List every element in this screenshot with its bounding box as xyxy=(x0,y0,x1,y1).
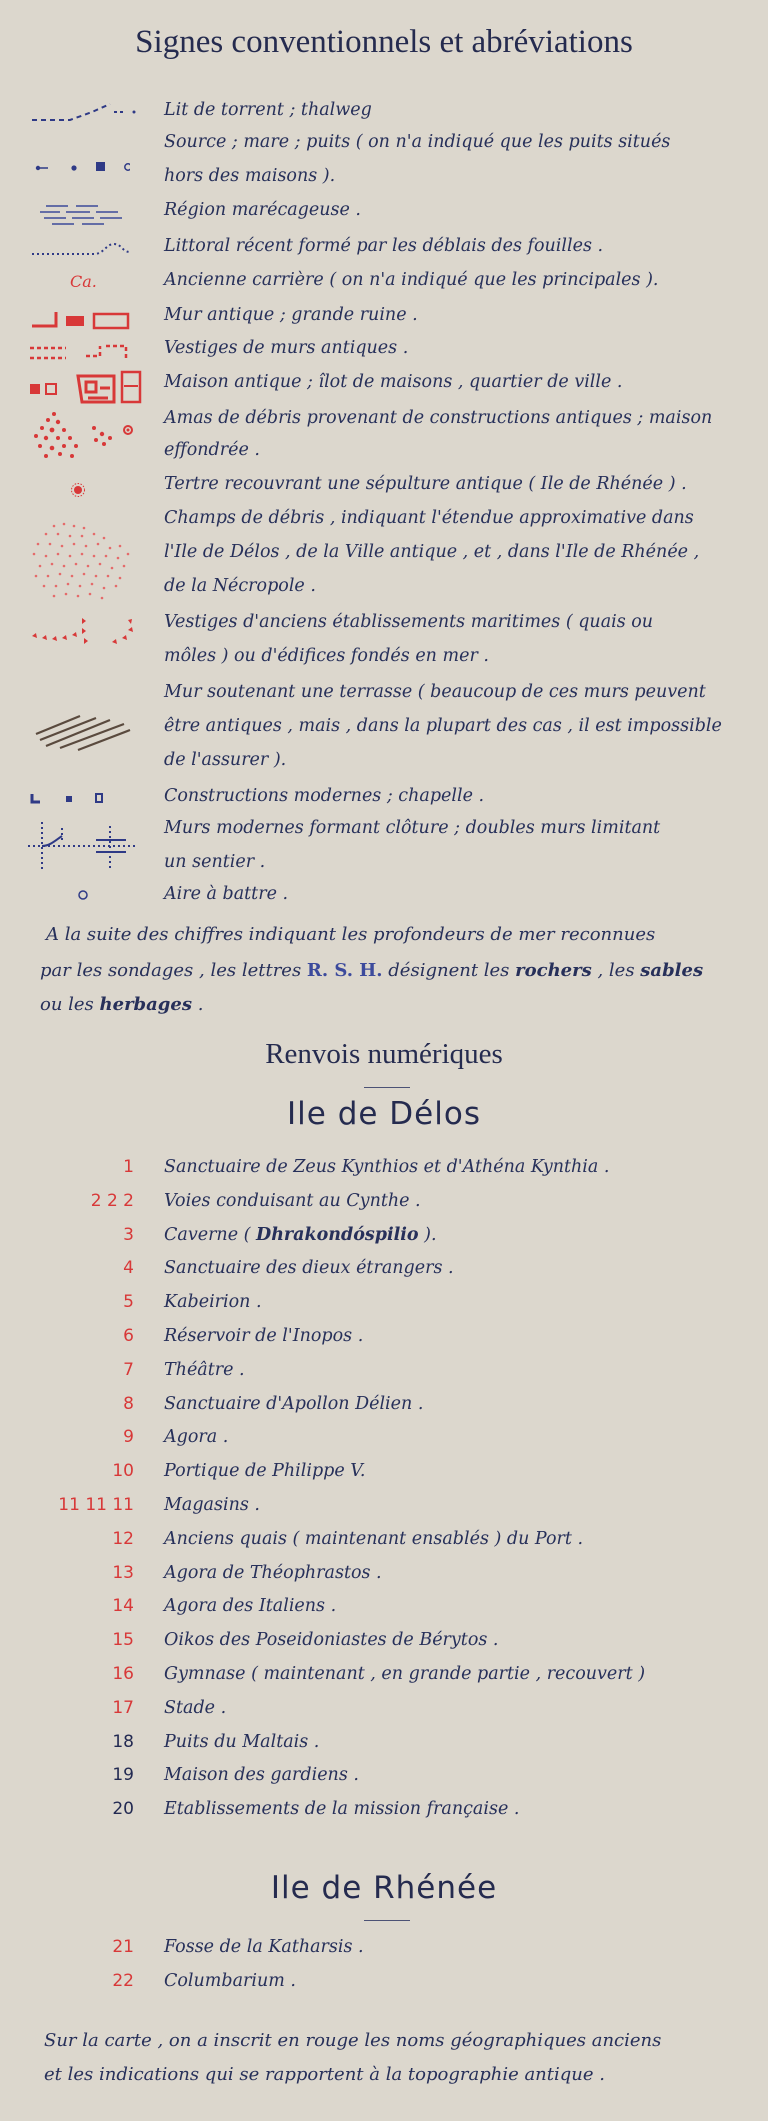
debris-heap-icon xyxy=(24,406,144,462)
reference-label: Gymnase ( maintenant , en grande partie , recouvert ) xyxy=(164,1664,646,1684)
reference-label: Théâtre . xyxy=(164,1359,245,1380)
reference-label: Réservoir de l'Inopos . xyxy=(164,1326,364,1346)
legend-text: Vestiges de murs antiques . xyxy=(164,338,409,358)
modern-building-icon xyxy=(26,788,116,808)
legend-text: môles ) ou d'édifices fondés en mer . xyxy=(164,646,489,666)
modern-wall-icon xyxy=(26,818,146,874)
rhenee-title: Ile de Rhénée xyxy=(270,1870,498,1906)
reference-row xyxy=(0,1799,768,1825)
reference-number: 4 xyxy=(123,1258,134,1279)
reference-number: 19 xyxy=(112,1765,134,1786)
reference-number: 14 xyxy=(112,1596,134,1617)
reference-row xyxy=(0,1258,768,1284)
reference-number: 5 xyxy=(123,1292,134,1313)
footer-line-2: et les indications qui se rapportent à la topographie antique . xyxy=(44,2064,605,2085)
marsh-icon xyxy=(38,202,128,226)
legend-text: Mur soutenant une terrasse ( beaucoup de ces murs peuvent xyxy=(164,682,706,702)
reference-label: Agora . xyxy=(164,1427,229,1448)
footer-line-1: Sur la carte , on a inscrit en rouge les noms géographiques anciens xyxy=(44,2030,662,2051)
legend-text: Maison antique ; îlot de maisons , quartier de ville . xyxy=(164,372,623,392)
legend-text: Amas de débris provenant de constructions antiques ; maison xyxy=(164,408,713,428)
quarry-abbr: Ca. xyxy=(70,272,97,291)
reference-label: Kabeirion . xyxy=(164,1292,262,1313)
reference-row xyxy=(0,1732,768,1758)
reference-label: Fosse de la Katharsis . xyxy=(164,1937,364,1957)
reference-number: 20 xyxy=(112,1799,134,1820)
legend-text: Constructions modernes ; chapelle . xyxy=(164,786,485,806)
reference-label: Oikos des Poseidoniastes de Bérytos . xyxy=(164,1630,499,1651)
legend-text: Région marécageuse . xyxy=(164,200,361,220)
wall-traces-icon xyxy=(26,340,136,366)
reference-label: Magasins . xyxy=(164,1495,260,1515)
reference-number: 2 2 2 xyxy=(90,1190,134,1211)
legend-text: être antiques , mais , dans la plupart des cas , il est impossible xyxy=(164,716,722,736)
reference-number: 10 xyxy=(112,1461,134,1482)
reference-label: Etablissements de la mission française . xyxy=(164,1799,520,1820)
legend-text: Lit de torrent ; thalweg xyxy=(164,100,372,120)
reference-number: 17 xyxy=(112,1697,134,1718)
reference-number: 22 xyxy=(112,1971,134,1991)
reference-label: Maison des gardiens . xyxy=(164,1765,359,1786)
reference-number: 6 xyxy=(123,1326,134,1346)
legend-text: un sentier . xyxy=(164,852,266,872)
reference-row xyxy=(0,1664,768,1690)
legend-text: Aire à battre . xyxy=(164,884,289,904)
reference-label: Portique de Philippe V. xyxy=(164,1461,366,1482)
reference-number: 1 xyxy=(123,1157,134,1177)
section-title: Renvois numériques xyxy=(265,1038,503,1070)
reference-row xyxy=(0,1563,768,1589)
maritime-remains-icon xyxy=(28,612,138,648)
abbr-rsh: R. S. H. xyxy=(306,960,383,981)
reference-label: Voies conduisant au Cynthe . xyxy=(164,1190,421,1211)
reference-row xyxy=(0,1225,768,1251)
reference-row xyxy=(0,1495,768,1521)
reference-row xyxy=(0,1292,768,1318)
reference-label: Anciens quais ( maintenant ensablés ) du Port . xyxy=(164,1528,584,1549)
reference-row xyxy=(0,1157,768,1183)
dotted-coast-icon xyxy=(30,238,140,260)
legend-text: Champs de débris , indiquant l'étendue approximative dans xyxy=(164,508,694,528)
divider xyxy=(364,1087,410,1088)
spring-pond-well-icon xyxy=(30,156,130,176)
legend-text: Littoral récent formé par les déblais des fouilles . xyxy=(164,236,604,256)
terrace-wall-icon xyxy=(30,710,140,754)
reference-label: Sanctuaire d'Apollon Délien . xyxy=(164,1393,424,1414)
reference-number: 21 xyxy=(112,1937,134,1957)
reference-number: 7 xyxy=(123,1359,134,1380)
reference-label: Agora des Italiens . xyxy=(164,1596,337,1617)
reference-row xyxy=(0,1427,768,1453)
reference-number: 16 xyxy=(112,1664,134,1684)
reference-row xyxy=(0,1937,768,1963)
reference-label: Columbarium . xyxy=(164,1971,296,1991)
reference-number: 12 xyxy=(112,1528,134,1549)
legend-text: Vestiges d'anciens établissements maritimes ( quais ou xyxy=(164,612,654,632)
reference-row xyxy=(0,1529,768,1555)
ancient-wall-icon xyxy=(26,306,136,332)
debris-field-icon xyxy=(24,514,144,606)
delos-title: Ile de Délos xyxy=(287,1096,481,1132)
legend-text: l'Ile de Délos , de la Ville antique , et , dans l'Ile de Rhénée , xyxy=(164,542,700,562)
note-line-3: ou les herbages . xyxy=(40,994,204,1015)
reference-label: Sanctuaire des dieux étrangers . xyxy=(164,1258,454,1279)
reference-row xyxy=(0,1326,768,1352)
reference-number: 15 xyxy=(112,1630,134,1651)
legend-text: hors des maisons ). xyxy=(164,166,336,186)
legend-text: Mur antique ; grande ruine . xyxy=(164,305,418,325)
reference-row xyxy=(0,1971,768,1997)
divider xyxy=(364,1920,410,1921)
reference-label: Agora de Théophrastos . xyxy=(164,1562,382,1583)
reference-row xyxy=(0,1765,768,1791)
legend-text: Tertre recouvrant une sépulture antique ( Ile de Rhénée ) . xyxy=(164,474,687,494)
reference-row xyxy=(0,1360,768,1386)
reference-number: 13 xyxy=(112,1562,134,1583)
reference-row xyxy=(0,1191,768,1217)
legend-text: de la Nécropole . xyxy=(164,576,316,596)
reference-number: 8 xyxy=(123,1393,134,1414)
dashed-curve-blue-icon xyxy=(30,98,140,128)
reference-number: 11 11 11 xyxy=(58,1495,134,1515)
legend-text: de l'assurer ). xyxy=(164,750,287,770)
reference-label: Sanctuaire de Zeus Kynthios et d'Athéna Kynthia . xyxy=(164,1157,610,1177)
burial-mound-icon xyxy=(68,480,88,500)
legend-text: Ancienne carrière ( on n'a indiqué que les principales ). xyxy=(164,270,659,290)
threshing-floor-icon xyxy=(76,888,90,902)
note-line-2: par les sondages , les lettres R. S. H. désignent les rochers , les sables xyxy=(40,960,704,981)
reference-row xyxy=(0,1630,768,1656)
page-title: Signes conventionnels et abréviations xyxy=(135,24,633,60)
note-line-1: A la suite des chiffres indiquant les profondeurs de mer reconnues xyxy=(46,924,656,945)
reference-label: Puits du Maltais . xyxy=(164,1731,320,1752)
reference-number: 9 xyxy=(123,1427,134,1448)
ancient-house-icon xyxy=(24,368,144,408)
reference-row xyxy=(0,1698,768,1724)
reference-label: Caverne ( Dhrakondóspilio ). xyxy=(164,1224,437,1245)
legend-text: Source ; mare ; puits ( on n'a indiqué que les puits situés xyxy=(164,132,671,152)
legend-text: Murs modernes formant clôture ; doubles murs limitant xyxy=(164,818,661,838)
reference-number: 3 xyxy=(123,1224,134,1245)
legend-text: effondrée . xyxy=(164,440,260,460)
reference-number: 18 xyxy=(112,1731,134,1752)
reference-row xyxy=(0,1394,768,1420)
reference-row xyxy=(0,1596,768,1622)
reference-row xyxy=(0,1461,768,1487)
reference-label: Stade . xyxy=(164,1697,227,1718)
